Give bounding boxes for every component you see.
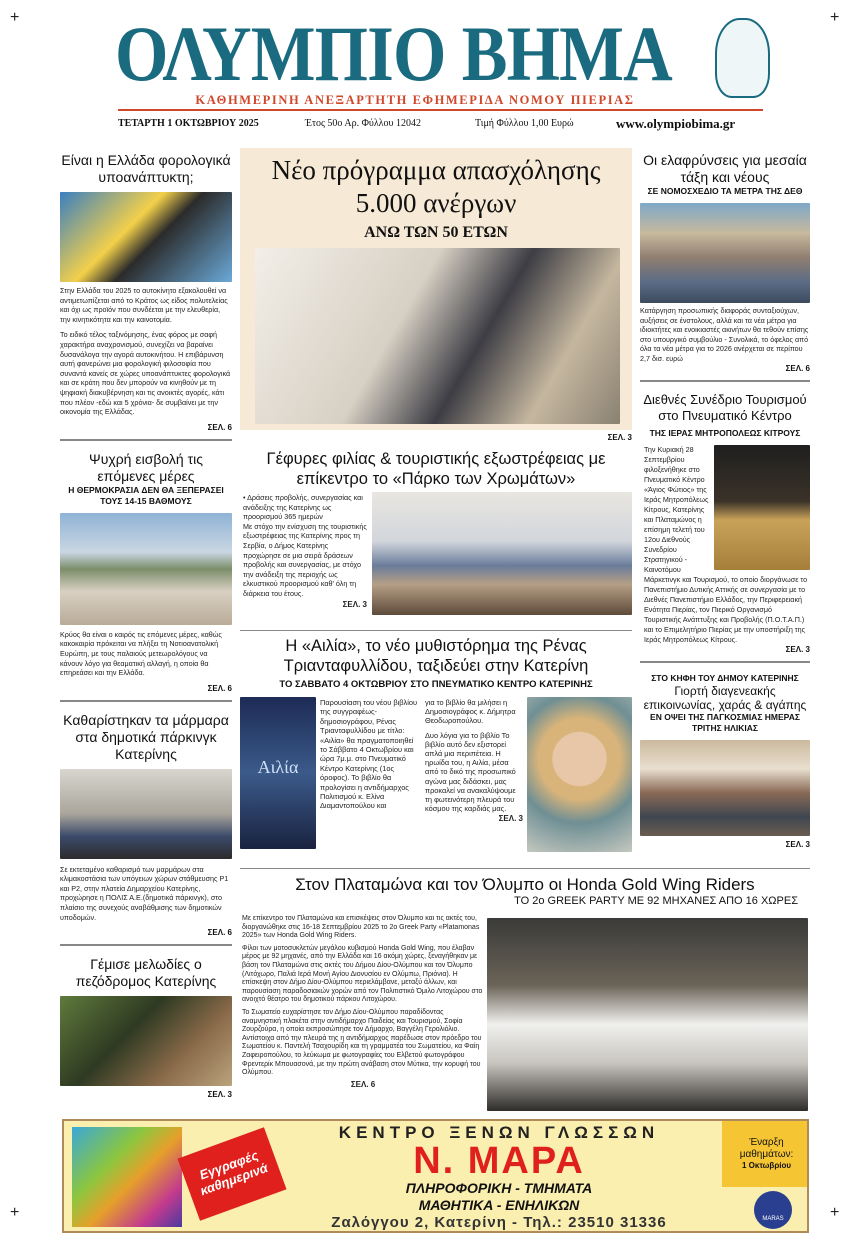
body-text: Σε εκτεταμένο καθαρισμό των μαρμάρων στα κλιμακοστάσια των υπόγειων χώρων στάθμευσης P1 και P2, στην πλατεία Δημαρχείου Κατερίνης, προχώρησε η ΠΟΛΙΣ Α.Ε.(δημοτικά πάρκινγκ), στο πλαίσιο της συνεχούς αναβάθμισης των δημοτικών υποδομών. [60,864,229,922]
book-cover [240,697,316,849]
page-ref: ΣΕΛ. 3 [342,599,367,609]
riders-photo [487,918,808,1111]
page-ref: ΣΕΛ. 3 [607,433,632,442]
lead-subheadline: ΑΝΩ ΤΩΝ 50 ΕΤΩΝ [364,224,508,241]
ad-start: μαθημάτων: [739,1149,794,1160]
left-column [60,152,232,1100]
headline: Διεθνές Συνέδριο Τουρισμού στο Πνευματικό Κέντρο [643,391,807,423]
body-text: Μάρκετινγκ και Τουρισμού, το οποίο διοργάνωσε το Πανεπιστήμιο Δυτικής Αττικής σε συνεργασία με το Διεθνές Πανεπιστήμιο Ελλάδος, την Περιφερειακή Ενότητα Πιερίας, τον Πιερικό Οργανισμό Τουριστικής Ανάπτυξης και Προβολής (Π.Ο.Τ.Α.Π.) και το Επιμελητήριο Πιερίας με την υποστήριξη της Ιεράς Μητροπόλεως Κίτρους. [644,574,808,644]
divider [240,868,810,869]
story-kifi[interactable] [640,673,810,850]
kicker: ΣΤΟ ΚΗΦΗ ΤΟΥ ΔΗΜΟΥ ΚΑΤΕΡΙΝΗΣ [651,672,799,683]
story-parking[interactable] [60,712,232,939]
body-text: Με στόχο την ενίσχυση της τουριστικής εξωστρέφειας της Κατερίνης προς τη Σερβία, ο Δήμος Κατερίνης προχώρησε σε μια σειρά δράσεων προβολής και συνεργασίας, με στόχο την ανάδειξη της περιοχής ως ελκυστικού προορισμού καθ' όλη τη διάρκεια του έτους. [243,521,367,598]
ad-address: Ζαλόγγου 2, Κατερίνη - Τηλ.: 23510 31336 [331,1214,667,1231]
page-ref: ΣΕΛ. 6 [350,1079,376,1089]
page-ref: ΣΕΛ. 6 [785,363,810,373]
body-text: Παρουσίαση του νέου βιβλίου της συγγραφέως- δημοσιογράφου, Ρένας Τριανταφυλλίδου με τίτλο: «Αιλία» θα πραγματοποιηθεί το Σάββατο 4 Οκτωβρίου και ώρα 7μ.μ. στο Πνευματικό Κέντρο Κατερίνης (1ος όροφος). Το βιβλίο θα προλογίσει η αντιδήμαρχος Πολιτισμού κ. Ελίνα Διαμαντοπούλου και [320,698,418,811]
headline: Γιορτή διαγενεακής επικοινωνίας, χαράς & αγάπης [643,683,807,712]
ad-line: ΜΑΘΗΤΙΚΑ - ΕΝΗΛΙΚΩΝ [418,1197,580,1213]
divider [60,439,232,441]
book-title: Αιλία [257,757,299,777]
car-photo [60,192,232,282]
website-link[interactable]: www.olympiobima.gr [616,116,736,131]
body-text: Δυο λόγια για το βιβλίο Το βιβλίο αυτό δεν εξιστορεί απλά μια περιπέτεια. Η ηρωίδα του, η Αιλία, μέσα από το δικό της προσωπικό αγώνα μας διδάσκει, μας προκαλεί να ανακαλύψουμε τη φωτεινότερη πλευρά του κόσμου της καρδιάς μας. [425,730,516,814]
body-text: Την Κυριακή 28 Σεπτεμβρίου φιλοξενήθηκε στο Πνευματικό Κέντρο «Άγιος Φώτιος» της Ιεράς Μητροπόλεως Κίτρους, Κατερίνης και Πλαταμώνος η επίσημη τελετή του 12ου Διεθνούς Συνεδρίου Στρατηγικού - Καινοτόμου [644,444,709,574]
headline: Καθαρίστηκαν τα μάρμαρα στα δημοτικά πάρκινγκ Κατερίνης [63,711,229,762]
issue-price: Τιμή Φύλλου 1,00 Ευρώ [475,118,574,129]
story-tax[interactable] [60,152,232,433]
ad-line: ΚΕΝΤΡΟ ΞΕΝΩΝ ΓΛΩΣΣΩΝ [338,1123,660,1142]
subheadline: ΤΗΣ ΙΕΡΑΣ ΜΗΤΡΟΠΟΛΕΩΣ ΚΙΤΡΟΥΣ [649,427,801,438]
crop-mark: + [830,1204,840,1221]
lead-story[interactable] [240,148,632,430]
event-photo [640,740,810,836]
page-ref: ΣΕΛ. 3 [207,1090,232,1100]
headline: Γέφυρες φιλίας & τουριστικής εξωστρέφειας με επίκεντρο το «Πάρκο των Χρωμάτων» [266,450,606,488]
crowd-photo [640,203,810,303]
story-relief[interactable] [640,152,810,374]
start-badge [722,1121,809,1187]
bridges-body [243,493,367,610]
ribbon: Εγγραφές καθημερινά [177,1127,286,1220]
ad-brand: Ν. ΜΑΡΑ [413,1140,585,1182]
crop-mark: + [830,9,840,26]
priest-photo [714,445,810,570]
divider [240,630,632,631]
ailia-col2 [425,698,523,824]
honda-body [242,915,484,1090]
headline: Οι ελαφρύνσεις για μεσαία τάξη και νέους [643,152,807,185]
group-photo [60,769,232,859]
crop-mark: + [10,9,20,26]
divider [118,109,763,111]
subheadline: Η ΘΕΡΜΟΚΡΑΣΙΑ ΔΕΝ ΘΑ ΞΕΠΕΡΑΣΕΙ ΤΟΥΣ 14-15 ΒΑΘΜΟΥΣ [68,484,224,506]
divider [640,380,810,382]
body-text: Κρύος θα είναι ο καιρός τις επόμενες μέρες, καθώς κακοκαιρία πρόκειται να πλήξει τη Νοτιοανατολική Ευρώπη, με τους παλαιούς μετεωρολόγους να κάνουν λόγο για θεαματική αλλαγή, η οποία θα επηρεάσει και την Ελλάδα. [60,629,222,678]
zeus-bust-logo-icon [715,18,770,98]
body-text: Φίλοι των μοτοσυκλετών μεγάλου κυβισμού Honda Gold Wing, που έλαβαν μέρος με 92 μηχανές, από την Ελλάδα και 16 ακόμη χώρες, ξεναγήθηκαν με βάση τον Πλαταμώνα στις ακτές του Δήμου Δίου-Ολύμπου και τον Όλυμπο (Λιτόχωρο, Παλιά Ιερά Μονή Αγίου Διονυσίου εν Ολύμπω, Πριόνια). Η επίσκεψη στον Δήμο Δίου-Ολύμπου περιελάμβανε, μεταξύ άλλων, και παρουσίαση παραδοσιακών χορών από τον Πολιτιστικό Όμιλο Λιτοχώρου στο ανοιχτό θέατρο του δημοτικού πάρκου Λιτοχώρου. [242,944,483,1004]
advertisement-mara[interactable] [62,1119,809,1233]
headline: Στον Πλαταμώνα και τον Όλυμπο οι Honda Gold Wing Riders [295,875,755,894]
masthead-tagline: ΚΑΘΗΜΕΡΙΝΗ ΑΝΕΞΑΡΤΗΤΗ ΕΦΗΜΕΡΙΔΑ ΝΟΜΟΥ ΠΙΕΡΙΑΣ [195,93,635,107]
body-text: Το Σωματείο ευχαρίστησε τον Δήμο Δίου-Ολύμπου παραδίδοντας αναμνηστική πλακέτα στην αντιδήμαρχο Παιδείας και Τουρισμού, Σοφία Ζουρζούρα, η οποία εκπροσώπησε τον Δήμαρχο, Βαγγέλη Γερολιόλιο. Αντίστοιχα από την πλευρά της η αντιδήμαρχος παρέδωσε στον πρόεδρο του Σωματείου κ. Παντελή Τσαχουρίδη και τη γραμματέα του Σωματείου, κα Φαίη Ζαφειροπούλου, το λεύκωμα με φωτογραφίες του Ελβετού φωτογράφου Φρεντερίκ Μπουασονά, με την πρώτη ανάβαση στον Μύτικα, την κορυφή του Ολύμπου. [242,1008,482,1077]
body-text: Στην Ελλάδα του 2025 το αυτοκίνητο εξακολουθεί να αντιμετωπίζεται από το Κράτος ως είδος πολυτελείας και όχι ως προϊόν που συνδέεται με την ελευθερία, την κινητικότητα και την καινοτομία. [60,286,228,324]
story-cold[interactable] [60,451,232,694]
story-honda[interactable] [240,874,810,908]
subheadline: ΤΟ 2ο GREEK PARTY ΜΕ 92 ΜΗΧΑΝΕΣ ΑΠΟ 16 ΧΩΡΕΣ [514,895,798,907]
ad-start-date: 1 Οκτωβρίου [741,1161,792,1170]
headline: Είναι η Ελλάδα φορολογικά υποανάπτυκτη; [61,152,231,185]
musicians-photo [60,996,232,1086]
page-ref: ΣΕΛ. 3 [498,814,523,824]
author-portrait [527,697,632,852]
abc-letters-graphic [72,1127,182,1227]
story-music[interactable] [60,956,232,1100]
right-column [640,152,810,850]
issue-number: Έτος 50ο Αρ. Φύλλου 12042 [305,118,421,129]
headline: Ψυχρή εισβολή τις επόμενες μέρες [89,450,203,484]
body-text: Κατάργηση προσωπικής διαφοράς συνταξιούχων, αυξήσεις σε ένστολους, αλλά και τα νέα μέτρα για ιδιοκτήτες και ενοικιαστές ακινήτων θα τεθούν επίσης στο υπουργικό συμβούλιο - Συνολικά, το όφελος από όλα τα νέα μέτρα για το 2026 ανέρχεται σε περίπου 2,7 δισ. ευρώ [640,306,809,363]
ad-start: Έναρξη [749,1137,784,1148]
body-text: Το ειδικό τέλος ταξινόμησης, ένας φόρος με σαφή χαρακτήρα αναχρονισμού, συνεχίζει να βαραίνει δυσανάλογα την αγορά αυτοκινήτου. Η επιβάρυνση αυτή φανερώνει μια φορολογική φιλοσοφία που συναντά κανείς σε χώρες υποανάπτυκτες φορολογικά και σε κράτη που δεν μπορούν να κινηθούν με τη ψηφιακή διακυβέρνηση και τις ανοικτές αγορές, κάτι που πλέον -εδώ και 5 χρόνια- δε συμβαίνει με την οικονομία της Ελλάδας. [60,330,231,417]
laptop-photo [255,248,620,424]
city-photo [60,513,232,625]
headline: Η «Αιλία», το νέο μυθιστόρημα της Ρένας Τριανταφυλλίδου, ταξιδεύει στην Κατερίνη [283,637,589,675]
body-text: Με επίκεντρο τον Πλαταμώνα και επισκέψεις στον Όλυμπο και τις ακτές του, διοργανώθηκε στις 16-18 Σεπτεμβρίου 2025 το 2ο Greek Party «Platamonas 2025» των Honda Gold Wing Riders. [242,915,480,940]
conference-body [640,445,810,645]
story-ailia[interactable] [240,636,632,690]
ad-line: ΠΛΗΡΟΦΟΡΙΚΗ - ΤΜΗΜΑΤΑ [405,1180,593,1196]
crop-mark: + [10,1204,20,1221]
meeting-photo [372,492,632,615]
page-ref: ΣΕΛ. 6 [207,422,232,432]
lead-headline: Νέο πρόγραμμα απασχόλησης [271,155,601,185]
issue-date: ΤΕΤΑΡΤΗ 1 ΟΚΤΩΒΡΙΟΥ 2025 [118,118,259,129]
divider [60,700,232,702]
story-bridges[interactable] [240,449,632,489]
page-ref: ΣΕΛ. 6 [207,683,232,693]
masthead-logo: ΟΛΥΜΠΙΟ ΒΗΜΑ [115,10,672,97]
divider [640,661,810,663]
body-text: για το βιβλίο θα μιλήσει η Δημοσιογράφος κ. Δήμητρα Θεοδωροπούλου. [425,698,516,726]
maras-logo-icon: MARAS [754,1191,792,1229]
subheadline: ΤΟ ΣΑΒΒΑΤΟ 4 ΟΚΤΩΒΡΙΟΥ ΣΤΟ ΠΝΕΥΜΑΤΙΚΟ ΚΕΝΤΡΟ ΚΑΤΕΡΙΝΗΣ [279,679,593,690]
subheadline: ΕΝ ΟΨΕΙ ΤΗΣ ΠΑΓΚΟΣΜΙΑΣ ΗΜΕΡΑΣ ΤΡΙΤΗΣ ΗΛΙΚΙΑΣ [650,711,800,733]
story-conference[interactable] [640,392,810,655]
headline: Γέμισε μελωδίες ο πεζόδρομος Κατερίνης [75,956,217,990]
lead-headline-line2: 5.000 ανέργων [355,188,517,218]
divider [60,944,232,946]
page-ref: ΣΕΛ. 3 [785,644,810,654]
body-text: • Δράσεις προβολής, συνεργασίας και ανάδειξης της Κατερίνης ως προορισμού 365 ημερών [243,493,363,522]
page-ref: ΣΕΛ. 6 [207,928,232,938]
page-ref: ΣΕΛ. 3 [785,839,810,849]
subheadline: ΣΕ ΝΟΜΟΣΧΕΔΙΟ ΤΑ ΜΕΤΡΑ ΤΗΣ ΔΕΘ [647,186,803,196]
